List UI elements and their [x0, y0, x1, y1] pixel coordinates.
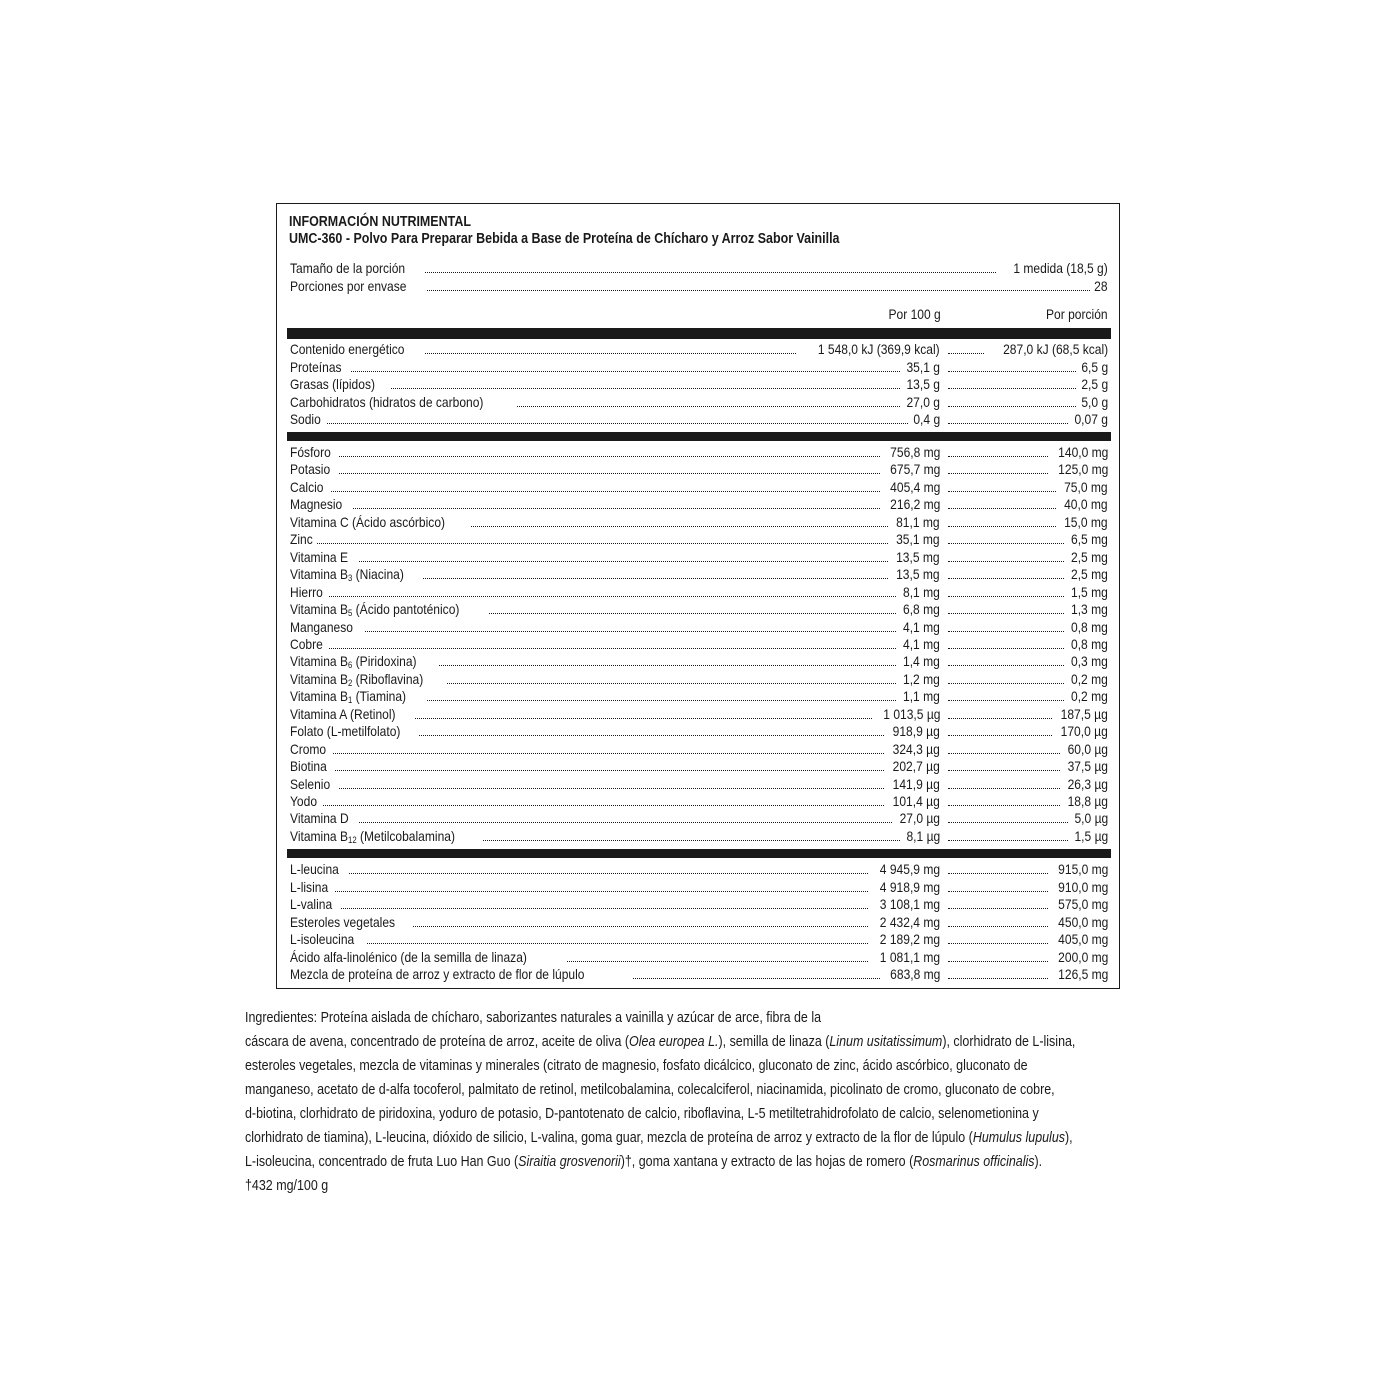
nutrient-row [290, 376, 1108, 393]
value-per-serving: 75,0 mg [1056, 479, 1108, 496]
panel-title: INFORMACIÓN NUTRIMENTAL [289, 214, 471, 230]
label-text: Zinc [290, 531, 313, 548]
value-per-100g: 35,1 g [900, 359, 940, 376]
ingredients-segment: ), clorhidrato de L-lisina, [942, 1034, 1076, 1050]
leader-dots [290, 891, 938, 892]
value-per-serving: 0,07 g [1068, 411, 1108, 428]
label-text: Biotina [290, 758, 327, 775]
nutrient-label [290, 341, 424, 358]
nutrition-facts-panel [276, 203, 1120, 989]
label-text: Vitamina D [290, 810, 349, 827]
label-text: Vitamina A (Retinol) [290, 705, 396, 722]
label-text: Ácido alfa-linolénico (de la semilla de linaza) [290, 948, 527, 965]
leader-dots [290, 423, 938, 424]
scientific-name: Humulus lupulus [972, 1130, 1066, 1146]
label-text: Vitamina B [290, 566, 349, 583]
value-per-serving: 6,5 g [1076, 359, 1108, 376]
ingredients-segment: d-biotina, clorhidrato de piridoxina, yoduro de potasio, D-pantotenato de calcio, riboflavina, L-5 metiltetrahidrofolato de calcio, selenometionina y [245, 1106, 1039, 1122]
nutrient-label [290, 479, 330, 496]
nutrient-label [290, 394, 516, 411]
value-per-100g: 405,4 mg [881, 479, 940, 496]
value-per-serving: 5,0 g [1076, 394, 1108, 411]
value-per-serving: 40,0 mg [1056, 496, 1108, 513]
value-per-serving: 1,3 mg [1064, 601, 1108, 618]
nutrient-label [290, 496, 352, 513]
value-per-serving: 2,5 mg [1064, 566, 1108, 583]
value-per-100g: 8,1 mg [896, 584, 940, 601]
value-per-serving: 26,3 µg [1060, 776, 1108, 793]
ingredients-segment: manganeso, acetato de d-alfa tocoferol, palmitato de retinol, metilcobalamina, colecalciferol, niacinamida, picolinato de cromo, gluconato de cobre, [245, 1082, 1055, 1098]
serving-label: Tamaño de la porción [290, 260, 425, 277]
label-text: Mezcla de proteína de arroz y extracto de flor de lúpulo [290, 966, 585, 982]
value-per-serving: 0,8 mg [1064, 619, 1108, 636]
nutrient-row [290, 776, 1108, 793]
ingredients-segment: cáscara de avena, concentrado de proteína de arroz, aceite de oliva ( [245, 1034, 630, 1050]
label-subscript: 6 [348, 660, 353, 671]
value-per-100g: 141,9 µg [884, 776, 940, 793]
label-text: L-isoleucina [290, 931, 355, 947]
label-text: Cromo [290, 740, 327, 757]
label-text: Sodio [290, 411, 321, 427]
value-per-100g: 683,8 mg [881, 966, 940, 983]
nutrient-row [290, 359, 1108, 376]
ingredients-segment: ), semilla de linaza ( [718, 1034, 830, 1050]
nutrient-row [290, 549, 1108, 566]
nutrient-label [290, 376, 390, 393]
nutrient-label [290, 688, 426, 705]
ingredients-segment: Ingredientes: Proteína aislada de chícharo, saborizantes naturales a vainilla y azúcar de arce, fibra de la [245, 1010, 822, 1026]
nutrient-label [290, 914, 413, 931]
leader-dots [290, 473, 938, 474]
ingredients-segment: ), [1065, 1130, 1073, 1146]
nutrient-row [290, 758, 1108, 775]
scientific-name: Rosmarinus officinalis [913, 1154, 1035, 1170]
value-per-100g: 216,2 mg [881, 496, 940, 513]
leader-dots [290, 561, 938, 562]
serving-label: Porciones por envase [290, 278, 426, 295]
value-per-100g: 13,5 mg [888, 566, 940, 583]
nutrient-label [290, 461, 338, 478]
label-text: Vitamina B [290, 670, 349, 687]
label-text: Vitamina B [290, 653, 349, 670]
scientific-name: Siraitia grosvenorii [518, 1154, 621, 1170]
leader-dots [290, 631, 938, 632]
ingredients-segment: clorhidrato de tiamina), L-leucina, dióxido de silicio, L-valina, goma guar, mezcla de proteína de arroz y extracto de la flor de lúpulo ( [245, 1130, 973, 1146]
label-text: L-lisina [290, 878, 329, 895]
nutrient-label [290, 566, 423, 583]
nutrient-row [290, 879, 1108, 896]
nutrient-label [290, 653, 438, 670]
leader-dots [290, 770, 938, 771]
label-subscript: 2 [348, 677, 353, 688]
nutrient-label [290, 793, 322, 810]
label-text: Hierro [290, 583, 323, 600]
label-text: Potasio [290, 461, 331, 478]
panel-heading [289, 214, 1249, 248]
label-text: Proteínas [290, 358, 342, 375]
value-per-100g: 324,3 µg [884, 741, 940, 758]
nutrient-label [290, 584, 329, 601]
value-per-100g: 27,0 µg [892, 810, 940, 827]
nutrient-row [290, 584, 1108, 601]
value-per-100g: 13,5 mg [888, 549, 940, 566]
label-text: Vitamina B [290, 827, 349, 844]
label-suffix: (Tiamina) [352, 688, 407, 705]
label-subscript: 12 [348, 834, 357, 845]
nutrient-row [290, 896, 1108, 913]
leader-dots [290, 508, 938, 509]
label-text: Folato (L-metilfolato) [290, 723, 401, 740]
value-per-serving: 140,0 mg [1049, 444, 1108, 461]
label-subscript: 1 [348, 695, 353, 706]
nutrient-row [290, 793, 1108, 810]
nutrient-row [290, 914, 1108, 931]
value-per-100g: 1 013,5 µg [873, 706, 940, 723]
nutrient-row [290, 653, 1108, 670]
nutrient-row [290, 949, 1108, 966]
nutrient-row [290, 566, 1108, 583]
value-per-serving: 6,5 mg [1064, 531, 1108, 548]
leader-dots [290, 943, 938, 944]
ingredients-line [245, 1006, 1208, 1030]
nutrient-row [290, 741, 1108, 758]
value-per-100g: 756,8 mg [881, 444, 940, 461]
column-header-per100: Por 100 g [888, 306, 941, 322]
ingredients-line [245, 1150, 1208, 1174]
nutrient-row [290, 810, 1108, 827]
leader-dots [290, 456, 938, 457]
label-text: Manganeso [290, 618, 353, 635]
nutrient-label [290, 706, 414, 723]
value-per-100g: 6,8 mg [896, 601, 940, 618]
label-text: Magnesio [290, 496, 343, 513]
ingredients-line [245, 1102, 1208, 1126]
ingredients-segment: L-isoleucina, concentrado de fruta Luo Han Guo ( [245, 1154, 519, 1170]
panel-subtitle: UMC-360 - Polvo Para Preparar Bebida a Base de Proteína de Chícharo y Arroz Sabor Vainilla [289, 231, 840, 247]
leader-dots [290, 371, 938, 372]
value-per-100g: 1 548,0 kJ (369,9 kcal) [797, 341, 940, 358]
value-per-100g: 1,4 mg [896, 653, 940, 670]
nutrient-row [290, 444, 1108, 461]
label-text: Yodo [290, 793, 318, 809]
value-per-serving: 910,0 mg [1049, 879, 1108, 896]
nutrient-row [290, 723, 1108, 740]
value-per-100g: 8,1 µg [900, 828, 940, 845]
label-text: Vitamina E [290, 548, 349, 565]
nutrient-row [290, 931, 1108, 948]
ingredients-line [245, 1054, 1208, 1078]
nutrient-row [290, 966, 1108, 983]
value-per-100g: 675,7 mg [881, 461, 940, 478]
value-per-serving: 125,0 mg [1049, 461, 1108, 478]
value-per-serving: 0,8 mg [1064, 636, 1108, 653]
serving-row [290, 260, 1108, 277]
nutrient-row [290, 394, 1108, 411]
nutrient-row [290, 341, 1108, 358]
value-per-100g: 81,1 mg [888, 514, 940, 531]
nutrient-label [290, 636, 329, 653]
nutrient-label [290, 723, 419, 740]
label-text: Cobre [290, 635, 323, 652]
ingredients-segment: †432 mg/100 g [245, 1178, 329, 1194]
value-per-100g: 1,2 mg [896, 671, 940, 688]
value-per-100g: 4,1 mg [896, 636, 940, 653]
value-per-serving: 287,0 kJ (68,5 kcal) [985, 341, 1108, 358]
leader-dots [290, 596, 938, 597]
nutrient-label [290, 619, 364, 636]
leader-dots [290, 543, 938, 544]
label-suffix: (Piridoxina) [352, 653, 417, 670]
label-text: Esteroles vegetales [290, 913, 396, 930]
nutrient-label [290, 444, 338, 461]
value-per-100g: 202,7 µg [884, 758, 940, 775]
nutrient-row [290, 671, 1108, 688]
nutrient-label [290, 896, 340, 913]
value-per-serving: 126,5 mg [1049, 966, 1108, 983]
ingredients-line [245, 1126, 1208, 1150]
nutrient-label [290, 741, 333, 758]
leader-dots [290, 788, 938, 789]
value-per-serving: 18,8 µg [1060, 793, 1108, 810]
label-text: L-valina [290, 896, 333, 912]
value-per-100g: 35,1 mg [888, 531, 940, 548]
ingredients-line [245, 1078, 1208, 1102]
serving-row [290, 278, 1108, 295]
label-suffix: (Metilcobalamina) [356, 827, 455, 844]
label-text: Vitamina C (Ácido ascórbico) [290, 513, 446, 530]
value-per-serving: 575,0 mg [1049, 896, 1108, 913]
nutrient-row [290, 479, 1108, 496]
value-per-serving: 1,5 µg [1068, 828, 1108, 845]
value-per-100g: 2 189,2 mg [869, 931, 940, 948]
value-per-serving: 170,0 µg [1052, 723, 1108, 740]
ingredients-segment: )†, goma xantana y extracto de las hojas de romero ( [620, 1154, 914, 1170]
ingredients-line [245, 1174, 1208, 1198]
leader-dots [290, 805, 938, 806]
leader-dots [290, 648, 938, 649]
nutrient-label [290, 549, 358, 566]
value-per-100g: 1,1 mg [896, 688, 940, 705]
value-per-serving: 2,5 mg [1064, 549, 1108, 566]
label-text: Carbohidratos (hidratos de carbono) [290, 393, 484, 410]
value-per-serving: 0,3 mg [1064, 653, 1108, 670]
nutrient-row [290, 861, 1108, 878]
nutrient-row [290, 619, 1108, 636]
label-subscript: 3 [348, 573, 353, 584]
column-header-per-serving: Por porción [1046, 306, 1108, 322]
ingredients-segment: esteroles vegetales, mezcla de vitaminas y minerales (citrato de magnesio, fosfato dicálcico, gluconato de zinc, ácido ascórbico, gluconato de [245, 1058, 1028, 1074]
label-text: Calcio [290, 478, 324, 495]
value-per-serving: 915,0 mg [1049, 861, 1108, 878]
value-per-100g: 918,9 µg [884, 723, 940, 740]
leader-dots [290, 873, 938, 874]
ingredients-segment: ). [1034, 1154, 1043, 1170]
label-text: Grasas (lípidos) [290, 376, 375, 392]
nutrient-label [290, 359, 351, 376]
nutrient-label [290, 601, 488, 618]
label-suffix: (Niacina) [352, 566, 404, 583]
nutrient-label [290, 828, 483, 845]
nutrient-row [290, 411, 1108, 428]
leader-dots [290, 822, 938, 823]
nutrient-label [290, 531, 317, 548]
leader-dots [290, 908, 938, 909]
nutrient-label [290, 810, 359, 827]
label-text: Vitamina B [290, 688, 349, 705]
value-per-serving: 15,0 mg [1056, 514, 1108, 531]
nutrient-label [290, 949, 566, 966]
ingredients-line [245, 1030, 1208, 1054]
nutrient-label [290, 966, 633, 983]
nutrient-label [290, 931, 366, 948]
value-per-serving: 60,0 µg [1060, 741, 1108, 758]
value-per-serving: 450,0 mg [1049, 914, 1108, 931]
nutrient-row [290, 461, 1108, 478]
nutrient-label [290, 671, 446, 688]
label-text: Contenido energético [290, 341, 405, 357]
label-text: L-leucina [290, 861, 339, 877]
divider-thick [287, 328, 1111, 339]
label-text: Vitamina B [290, 601, 349, 618]
label-text: Selenio [290, 775, 331, 792]
value-per-serving: 200,0 mg [1049, 949, 1108, 966]
leader-dots [290, 491, 938, 492]
nutrient-row [290, 531, 1108, 548]
nutrient-label [290, 861, 348, 878]
scientific-name: Olea europea L. [629, 1034, 719, 1050]
leader-dots [290, 753, 938, 754]
label-suffix: (Riboflavina) [352, 670, 424, 687]
value-per-100g: 1 081,1 mg [869, 949, 940, 966]
scientific-name: Linum usitatissimum [829, 1034, 943, 1050]
nutrient-label [290, 776, 338, 793]
divider-thick [287, 432, 1111, 441]
nutrient-row [290, 514, 1108, 531]
label-suffix: (Ácido pantoténico) [352, 601, 460, 618]
value-per-100g: 4,1 mg [896, 619, 940, 636]
value-per-100g: 4 945,9 mg [869, 861, 940, 878]
nutrient-label [290, 411, 327, 428]
value-per-serving: 1,5 mg [1064, 584, 1108, 601]
nutrient-row [290, 688, 1108, 705]
value-per-serving: 5,0 µg [1068, 810, 1108, 827]
nutrient-row [290, 496, 1108, 513]
serving-value: 28 [1091, 278, 1108, 295]
value-per-100g: 13,5 g [900, 376, 940, 393]
nutrient-row [290, 828, 1108, 845]
nutrient-row [290, 636, 1108, 653]
value-per-serving: 187,5 µg [1052, 706, 1108, 723]
nutrient-row [290, 601, 1108, 618]
nutrient-label [290, 758, 334, 775]
value-per-100g: 3 108,1 mg [869, 896, 940, 913]
ingredients-text [245, 1006, 1365, 1198]
value-per-serving: 0,2 mg [1064, 688, 1108, 705]
value-per-100g: 0,4 g [908, 411, 940, 428]
nutrient-label [290, 514, 471, 531]
value-per-100g: 4 918,9 mg [869, 879, 940, 896]
divider-thick [287, 849, 1111, 858]
serving-value: 1 medida (18,5 g) [997, 260, 1108, 277]
value-per-serving: 2,5 g [1076, 376, 1108, 393]
value-per-serving: 37,5 µg [1060, 758, 1108, 775]
value-per-100g: 101,4 µg [884, 793, 940, 810]
value-per-100g: 27,0 g [900, 394, 940, 411]
nutrient-label [290, 879, 335, 896]
label-subscript: 5 [348, 608, 353, 619]
value-per-serving: 0,2 mg [1064, 671, 1108, 688]
value-per-100g: 2 432,4 mg [869, 914, 940, 931]
value-per-serving: 405,0 mg [1049, 931, 1108, 948]
label-text: Fósforo [290, 444, 331, 460]
nutrient-row [290, 706, 1108, 723]
